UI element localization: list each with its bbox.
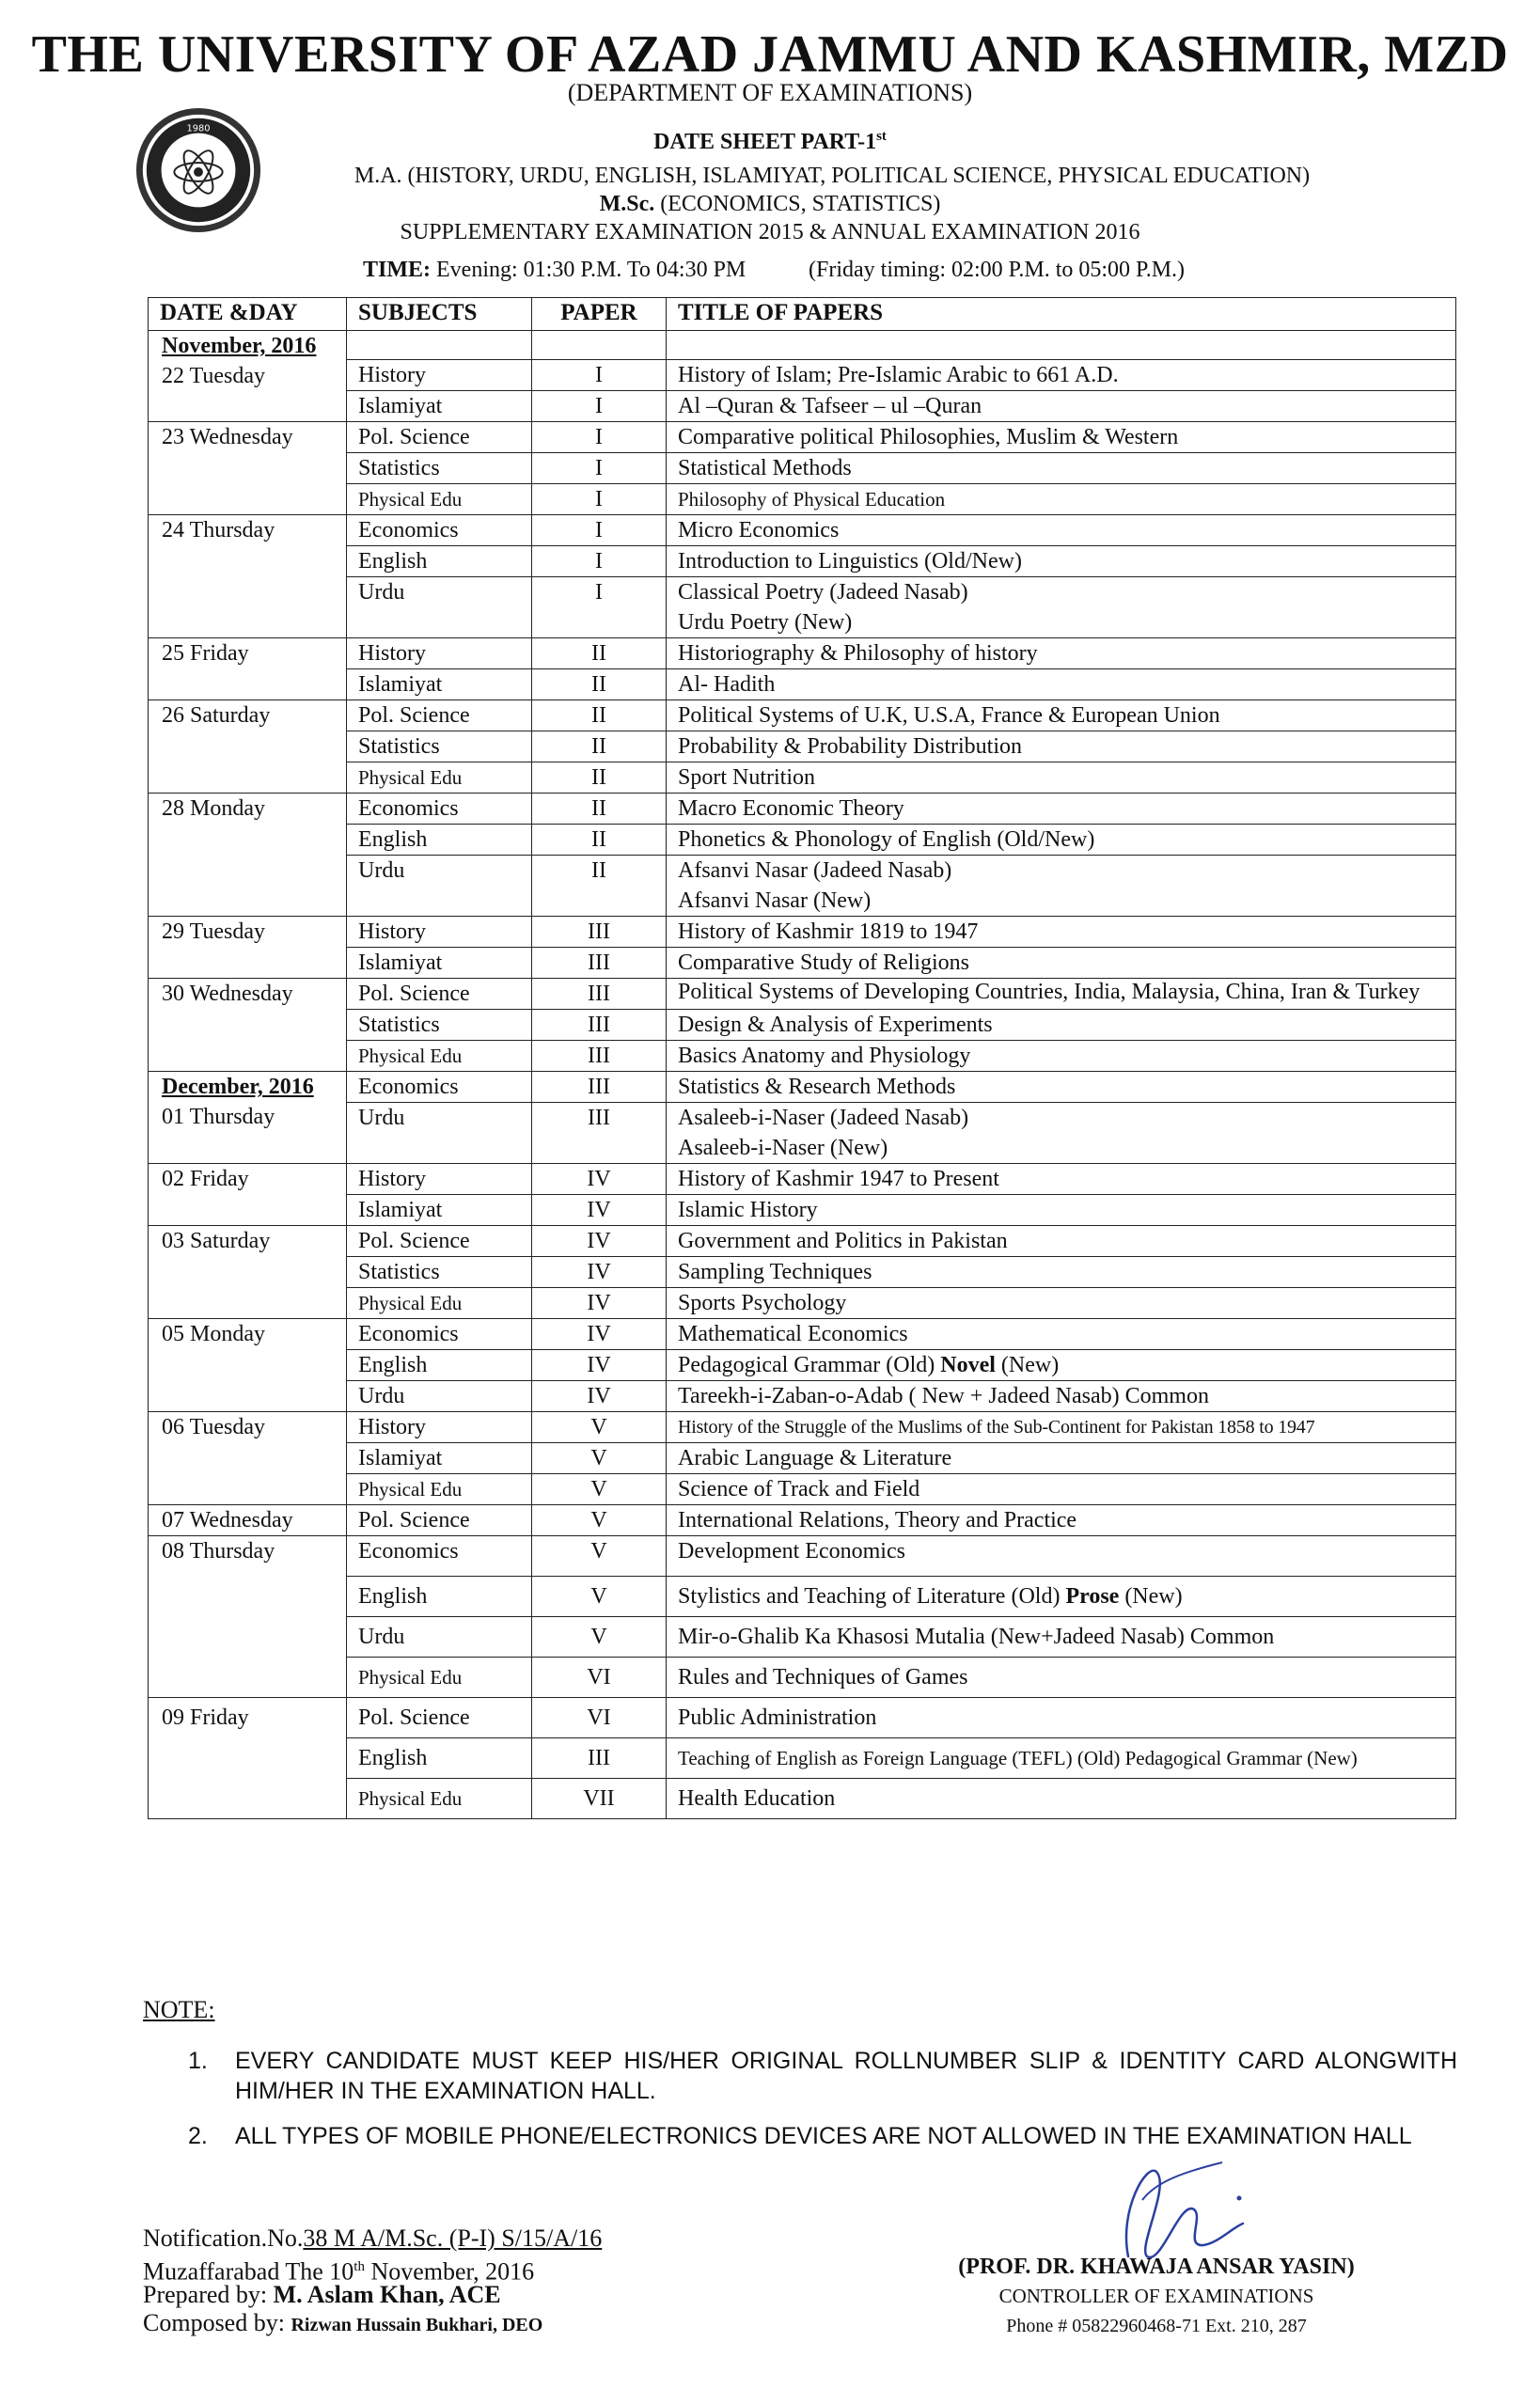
table-row — [149, 1164, 1456, 1195]
day-label: 03 Saturday — [149, 1226, 347, 1319]
paper-cell: IV — [532, 1164, 667, 1195]
table-row — [149, 794, 1456, 825]
day-label: 07 Wednesday — [149, 1505, 347, 1536]
svg-text:1980: 1980 — [186, 123, 211, 134]
table-row — [149, 331, 1456, 360]
controller-name: (PROF. DR. KHAWAJA ANSAR YASIN) — [958, 2255, 1355, 2279]
col-title: TITLE OF PAPERS — [667, 298, 1456, 331]
exam-time: TIME: Evening: 01:30 P.M. To 04:30 PM — [363, 258, 746, 282]
title-cell: Al- Hadith — [667, 669, 1456, 700]
title-cell: Sport Nutrition — [667, 762, 1456, 794]
note-number: 1. — [188, 2048, 208, 2074]
table-row — [149, 1536, 1456, 1577]
day-label: 23 Wednesday — [149, 422, 347, 515]
paper-cell: IV — [532, 1350, 667, 1381]
title-cell: Stylistics and Teaching of Literature (Old) Prose (New) — [667, 1577, 1456, 1617]
day-label: 30 Wednesday — [149, 979, 347, 1072]
table-row — [149, 1226, 1456, 1257]
paper-cell: V — [532, 1577, 667, 1617]
notification-number: Notification.No.38 M A/M.Sc. (P-I) S/15/A/16 — [143, 2224, 603, 2252]
title-cell: Comparative Study of Religions — [667, 948, 1456, 979]
month-label: November, 2016 — [162, 334, 317, 358]
paper-cell: V — [532, 1412, 667, 1443]
subject-cell: Physical Edu — [347, 1041, 532, 1072]
table-row — [149, 638, 1456, 669]
table-row — [149, 979, 1456, 1010]
title-cell: Basics Anatomy and Physiology — [667, 1041, 1456, 1072]
paper-cell: III — [532, 1103, 667, 1164]
spacer-cell — [532, 331, 667, 360]
subject-cell: Physical Edu — [347, 762, 532, 794]
day-label: 09 Friday — [149, 1698, 347, 1819]
subject-cell: Physical Edu — [347, 1779, 532, 1819]
spacer-cell — [347, 331, 532, 360]
subject-cell: English — [347, 825, 532, 856]
title-cell: Sampling Techniques — [667, 1257, 1456, 1288]
title-cell: Science of Track and Field — [667, 1474, 1456, 1505]
col-paper: PAPER — [532, 298, 667, 331]
date-cell — [149, 1072, 347, 1164]
paper-cell: III — [532, 948, 667, 979]
subject-cell: Physical Edu — [347, 1658, 532, 1698]
paper-cell: II — [532, 762, 667, 794]
day-label: 25 Friday — [149, 638, 347, 700]
title-cell: Pedagogical Grammar (Old) Novel (New) — [667, 1350, 1456, 1381]
paper-cell: II — [532, 856, 667, 917]
paper-cell: III — [532, 979, 667, 1010]
subject-cell: Urdu — [347, 1617, 532, 1658]
title-cell: Al –Quran & Tafseer – ul –Quran — [667, 391, 1456, 422]
subject-cell: Islamiyat — [347, 669, 532, 700]
title-cell: Islamic History — [667, 1195, 1456, 1226]
table-row — [149, 700, 1456, 731]
subject-cell: Physical Edu — [347, 484, 532, 515]
subject-cell: English — [347, 1350, 532, 1381]
subject-cell: History — [347, 917, 532, 948]
title-cell: Design & Analysis of Experiments — [667, 1010, 1456, 1041]
title-line: Afsanvi Nasar (New) — [678, 888, 872, 913]
spacer-cell — [667, 331, 1456, 360]
title-cell: History of Kashmir 1819 to 1947 — [667, 917, 1456, 948]
paper-cell: VII — [532, 1779, 667, 1819]
title-line: Afsanvi Nasar (Jadeed Nasab) — [678, 858, 952, 883]
date-sheet-table — [148, 297, 1456, 1819]
subject-cell: Pol. Science — [347, 422, 532, 453]
subject-cell: Statistics — [347, 1010, 532, 1041]
subject-cell: Pol. Science — [347, 979, 532, 1010]
date-sheet-label: DATE SHEET PART-1st — [653, 129, 887, 154]
paper-cell: VI — [532, 1658, 667, 1698]
title-cell: Political Systems of U.K, U.S.A, France & European Union — [667, 700, 1456, 731]
title-line: Classical Poetry (Jadeed Nasab) — [678, 580, 968, 605]
month-label: December, 2016 — [162, 1075, 314, 1099]
paper-cell: IV — [532, 1319, 667, 1350]
subject-cell: Pol. Science — [347, 1505, 532, 1536]
subject-cell: English — [347, 546, 532, 577]
paper-cell: IV — [532, 1381, 667, 1412]
subject-cell: History — [347, 1164, 532, 1195]
table-row — [149, 1412, 1456, 1443]
paper-cell: V — [532, 1474, 667, 1505]
table-row — [149, 917, 1456, 948]
title-cell: Teaching of English as Foreign Language (TEFL) (Old) Pedagogical Grammar (New) — [667, 1738, 1456, 1779]
paper-cell: V — [532, 1443, 667, 1474]
table-row — [149, 1698, 1456, 1738]
paper-cell: IV — [532, 1257, 667, 1288]
table-row — [149, 1072, 1456, 1103]
controller-phone: Phone # 05822960468-71 Ext. 210, 287 — [1006, 2316, 1307, 2336]
day-label: 08 Thursday — [149, 1536, 347, 1698]
title-cell: Mathematical Economics — [667, 1319, 1456, 1350]
paper-cell: IV — [532, 1195, 667, 1226]
title-line: Asaleeb-i-Naser (New) — [678, 1136, 888, 1160]
table-header-row — [149, 298, 1456, 331]
subject-cell: Economics — [347, 1072, 532, 1103]
paper-cell: II — [532, 825, 667, 856]
subject-cell: History — [347, 1412, 532, 1443]
title-cell: Introduction to Linguistics (Old/New) — [667, 546, 1456, 577]
note-text: ALL TYPES OF MOBILE PHONE/ELECTRONICS DEVICES ARE NOT ALLOWED IN THE EXAMINATION HALL — [235, 2123, 1412, 2149]
title-cell: Philosophy of Physical Education — [667, 484, 1456, 515]
subject-cell: History — [347, 638, 532, 669]
paper-cell: I — [532, 391, 667, 422]
paper-cell: III — [532, 1738, 667, 1779]
note-heading: NOTE: — [143, 1996, 215, 2023]
day-label: 26 Saturday — [149, 700, 347, 794]
subject-cell: Economics — [347, 1319, 532, 1350]
paper-cell: I — [532, 484, 667, 515]
subject-cell: Islamiyat — [347, 391, 532, 422]
subject-cell: Urdu — [347, 1381, 532, 1412]
subject-cell: Economics — [347, 515, 532, 546]
title-cell: Probability & Probability Distribution — [667, 731, 1456, 762]
title-cell: History of Kashmir 1947 to Present — [667, 1164, 1456, 1195]
paper-cell: I — [532, 360, 667, 391]
day-label: 05 Monday — [149, 1319, 347, 1412]
paper-cell: III — [532, 917, 667, 948]
title-cell — [667, 577, 1456, 638]
paper-cell: II — [532, 669, 667, 700]
exam-session: SUPPLEMENTARY EXAMINATION 2015 & ANNUAL EXAMINATION 2016 — [400, 220, 1140, 244]
title-cell: Political Systems of Developing Countries, India, Malaysia, China, Iran & Turkey — [667, 979, 1456, 1010]
title-cell: Statistical Methods — [667, 453, 1456, 484]
table-row — [149, 515, 1456, 546]
table-row — [149, 1319, 1456, 1350]
subject-cell: Pol. Science — [347, 1698, 532, 1738]
day-label: 24 Thursday — [149, 515, 347, 638]
msc-programs: M.Sc. (ECONOMICS, STATISTICS) — [599, 192, 941, 216]
title-cell: Macro Economic Theory — [667, 794, 1456, 825]
title-cell: History of the Struggle of the Muslims of the Sub-Continent for Pakistan 1858 to 1947 — [667, 1412, 1456, 1443]
subject-cell: Economics — [347, 794, 532, 825]
title-line: Urdu Poetry (New) — [678, 610, 853, 635]
notification-date: Muzaffarabad The 10th November, 2016 — [143, 2257, 535, 2286]
paper-cell: IV — [532, 1288, 667, 1319]
day-label: 28 Monday — [149, 794, 347, 917]
note-number: 2. — [188, 2123, 208, 2149]
title-cell: Phonetics & Phonology of English (Old/New) — [667, 825, 1456, 856]
subject-cell: Urdu — [347, 577, 532, 638]
paper-cell: I — [532, 422, 667, 453]
col-date-day: DATE &DAY — [149, 298, 347, 331]
subject-cell: Physical Edu — [347, 1288, 532, 1319]
subject-cell: Economics — [347, 1536, 532, 1577]
paper-cell: II — [532, 638, 667, 669]
subject-cell: Urdu — [347, 1103, 532, 1164]
day-label: 02 Friday — [149, 1164, 347, 1226]
col-subjects: SUBJECTS — [347, 298, 532, 331]
controller-title: CONTROLLER OF EXAMINATIONS — [998, 2285, 1314, 2307]
title-cell: International Relations, Theory and Practice — [667, 1505, 1456, 1536]
note-item — [188, 2046, 1457, 2106]
table-row — [149, 422, 1456, 453]
day-label: 06 Tuesday — [149, 1412, 347, 1505]
paper-cell: III — [532, 1041, 667, 1072]
title-cell: Comparative political Philosophies, Muslim & Western — [667, 422, 1456, 453]
table-row — [149, 1505, 1456, 1536]
title-cell: Development Economics — [667, 1536, 1456, 1577]
title-line: Asaleeb-i-Naser (Jadeed Nasab) — [678, 1106, 969, 1130]
title-cell: Government and Politics in Pakistan — [667, 1226, 1456, 1257]
university-title: THE UNIVERSITY OF AZAD JAMMU AND KASHMIR, MZD — [31, 25, 1509, 84]
title-cell: History of Islam; Pre-Islamic Arabic to 661 A.D. — [667, 360, 1456, 391]
friday-timing: (Friday timing: 02:00 P.M. to 05:00 P.M.) — [809, 258, 1186, 282]
title-cell — [667, 856, 1456, 917]
title-cell: Statistics & Research Methods — [667, 1072, 1456, 1103]
paper-cell: II — [532, 731, 667, 762]
title-cell: Tareekh-i-Zaban-o-Adab ( New + Jadeed Nasab) Common — [667, 1381, 1456, 1412]
note-item — [188, 2121, 1457, 2151]
paper-cell: I — [532, 515, 667, 546]
day-label: 29 Tuesday — [149, 917, 347, 979]
day-label: 01 Thursday — [162, 1105, 275, 1129]
paper-cell: V — [532, 1617, 667, 1658]
paper-cell: I — [532, 577, 667, 638]
title-cell: Public Administration — [667, 1698, 1456, 1738]
subject-cell: History — [347, 360, 532, 391]
subject-cell: Islamiyat — [347, 1443, 532, 1474]
title-cell: Micro Economics — [667, 515, 1456, 546]
paper-cell: I — [532, 546, 667, 577]
composed-by: Composed by: Rizwan Hussain Bukhari, DEO — [143, 2309, 543, 2336]
paper-cell: III — [532, 1010, 667, 1041]
paper-cell: V — [532, 1536, 667, 1577]
paper-cell: I — [532, 453, 667, 484]
subject-cell: Urdu — [347, 856, 532, 917]
title-cell: Rules and Techniques of Games — [667, 1658, 1456, 1698]
title-cell: Health Education — [667, 1779, 1456, 1819]
subject-cell: Statistics — [347, 731, 532, 762]
subject-cell: Islamiyat — [347, 1195, 532, 1226]
subject-cell: Statistics — [347, 1257, 532, 1288]
ma-programs: M.A. (HISTORY, URDU, ENGLISH, ISLAMIYAT, POLITICAL SCIENCE, PHYSICAL EDUCATION) — [354, 164, 1311, 188]
paper-cell: VI — [532, 1698, 667, 1738]
subject-cell: English — [347, 1577, 532, 1617]
department-name: (DEPARTMENT OF EXAMINATIONS) — [567, 79, 973, 106]
paper-cell: II — [532, 700, 667, 731]
paper-cell: II — [532, 794, 667, 825]
paper-cell: V — [532, 1505, 667, 1536]
note-text: EVERY CANDIDATE MUST KEEP HIS/HER ORIGINAL ROLLNUMBER SLIP & IDENTITY CARD ALONGWITH HIM/HER IN THE EXAMINATION HALL. — [235, 2048, 1457, 2104]
subject-cell: Statistics — [347, 453, 532, 484]
paper-cell: III — [532, 1072, 667, 1103]
title-cell: Mir-o-Ghalib Ka Khasosi Mutalia (New+Jadeed Nasab) Common — [667, 1617, 1456, 1658]
subject-cell: Pol. Science — [347, 700, 532, 731]
prepared-by: Prepared by: M. Aslam Khan, ACE — [143, 2281, 501, 2308]
title-cell: Sports Psychology — [667, 1288, 1456, 1319]
subject-cell: Islamiyat — [347, 948, 532, 979]
title-cell — [667, 1103, 1456, 1164]
paper-cell: IV — [532, 1226, 667, 1257]
subject-cell: Pol. Science — [347, 1226, 532, 1257]
title-cell: Arabic Language & Literature — [667, 1443, 1456, 1474]
subject-cell: English — [347, 1738, 532, 1779]
subject-cell: Physical Edu — [347, 1474, 532, 1505]
date-cell — [149, 331, 347, 422]
day-label: 22 Tuesday — [162, 364, 266, 388]
title-cell: Historiography & Philosophy of history — [667, 638, 1456, 669]
